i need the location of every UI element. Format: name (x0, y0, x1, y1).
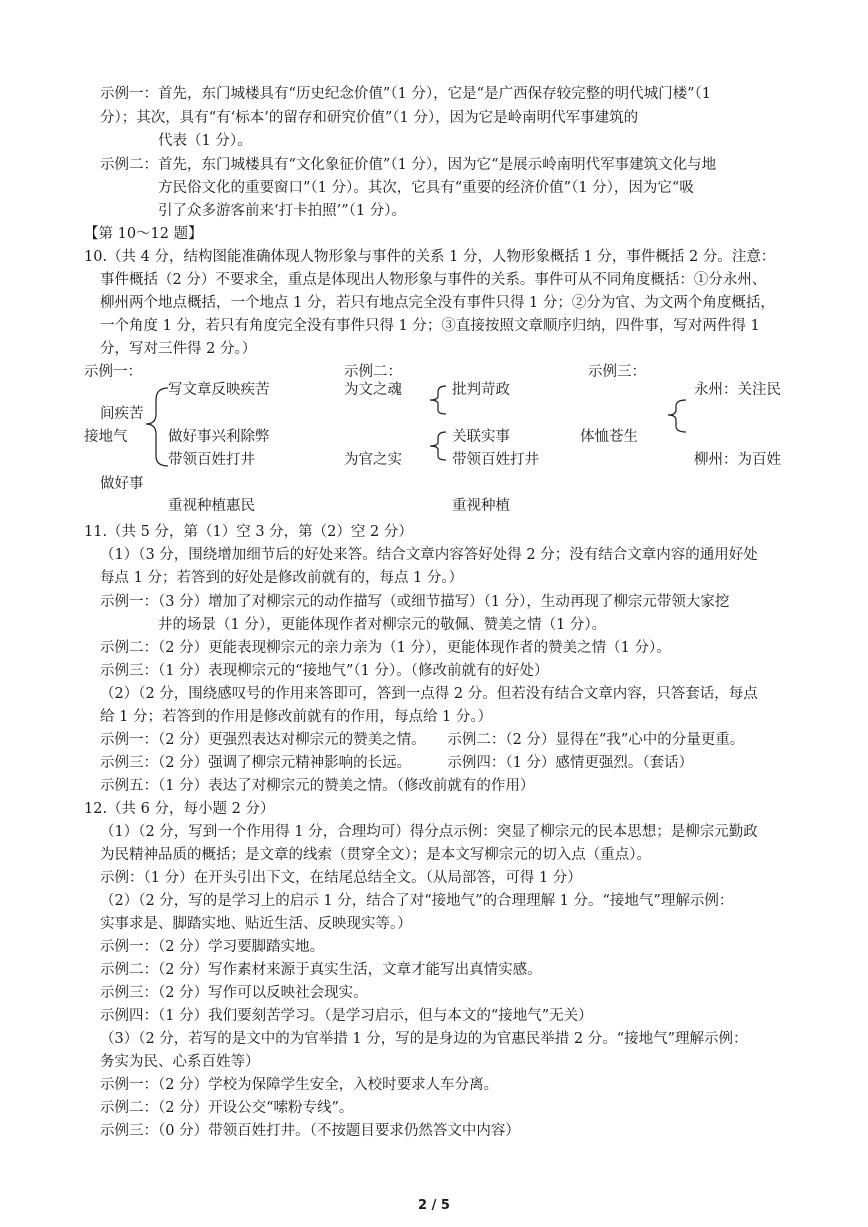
example-2-label: 示例二： (344, 364, 402, 380)
page-number: 2 / 5 (418, 1198, 450, 1213)
ex3-bracket (664, 396, 690, 436)
text-line: 代表（1 分）。 (158, 133, 252, 149)
text-line: 示例一：（2 分）学习要脚踏实地。 (100, 939, 325, 955)
ex3-top: 永州：关注民 (694, 382, 781, 398)
text-line: 示例三：（0 分）带领百姓打井。（不按题目要求仍然答文中内容） (100, 1123, 520, 1139)
text-line: 方民俗文化的重要窗口”（1 分）。其次，它具有“重要的经济价值”（1 分），因为它“吸 (158, 180, 694, 196)
text-line: 示例二：（2 分）写作素材来源于真实生活，文章才能写出真情实感。 (100, 962, 542, 978)
text-line: （1）（3 分，围绕增加细节后的好处来答。结合文章内容答好处得 2 分；没有结合文章内容的通用好处 (100, 547, 758, 563)
ex2-bracket-top (426, 382, 450, 418)
text-line: 示例三：（2 分）写作可以反映社会现实。 (100, 985, 368, 1001)
ex1-bracket (142, 384, 172, 474)
text-line: 事件概括（2 分）不要求全，重点是体现出人物形象与事件的关系。事件可从不同角度概括：①分永州、 (100, 272, 767, 288)
text-line: （2）（2 分，写的是学习上的启示 1 分，结合了对“接地气”的合理理解 1 分。“接地气”理解示例： (100, 893, 734, 909)
text-line: 示例五：（1 分）表达了对柳宗元的赞美之情。（修改前就有的作用） (100, 778, 535, 794)
text-line: 示例一：首先，东门城楼具有“历史纪念价值”（1 分），它是“是广西保存较完整的明代城门楼”（1 (100, 86, 711, 102)
ex1-item-2: 做好事兴利除弊 (168, 429, 270, 445)
ex1-item-4: 重视种植惠民 (168, 498, 255, 514)
text-line: 示例一：（2 分）学校为保障学生安全，入校时要求人车分离。 (100, 1077, 499, 1093)
ex2-bracket-bottom (426, 428, 450, 464)
example-1-label: 示例一： (84, 364, 142, 380)
text-line: 引了众多游客前来‘打卡拍照’”（1 分）。 (158, 203, 406, 219)
ex2-item-3: 带领百姓打井 (452, 452, 539, 468)
text-line: 10.（共 4 分，结构图能准确体现人物形象与事件的关系 1 分，人物形象概括 1 分，事件概括 2 分。注意： (84, 249, 776, 265)
text-line: 示例二：（2 分）更能表现柳宗元的亲力亲为（1 分），更能体现作者的赞美之情（1 分）。 (100, 640, 671, 656)
ex3-bottom: 柳州：为百姓 (694, 452, 781, 468)
ex1-item-3: 带领百姓打井 (168, 452, 255, 468)
text-line: 示例四：（1 分）我们要刻苦学习。（是学习启示，但与本文的“接地气”无关） (100, 1008, 593, 1024)
ex1-item-1: 写文章反映疾苦 (168, 382, 270, 398)
text-line: （2）（2 分，围绕感叹号的作用来答即可，答到一点得 2 分。但若没有结合文章内容，只答套话，每点 (100, 686, 758, 702)
example-3-label: 示例三： (588, 364, 646, 380)
text-line: 示例三：（1 分）表现柳宗元的“接地气”（1 分）。（修改前就有的好处） (100, 663, 549, 679)
text-line: 给 1 分；若答到的作用是修改前就有的作用，每点给 1 分。） (100, 709, 493, 725)
text-line: （3）（2 分，若写的是文中的为官举措 1 分，写的是身边的为官惠民举措 2 分。“接地气”理解示例： (100, 1031, 748, 1047)
text-line: 每点 1 分；若答到的好处是修改前就有的，每点 1 分。） (100, 570, 464, 586)
text-line: 示例三：（2 分）强调了柳宗元精神影响的长远。 示例四：（1 分）感情更强烈。（套话） (100, 755, 694, 771)
text-line: 示例二：（2 分）开设公交“嗦粉专线”。 (100, 1100, 354, 1116)
ex2-item-2: 关联实事 (452, 429, 510, 445)
text-line: 示例一：（2 分）更强烈表达对柳宗元的赞美之情。 示例二：（2 分）显得在“我”心中的分量更重。 (100, 732, 745, 748)
text-line: （1）（2 分，写到一个作用得 1 分，合理均可）得分点示例：突显了柳宗元的民本思想；是柳宗元勤政 (100, 824, 758, 840)
ex1-center-b: 接地气 (84, 429, 128, 445)
text-line: 12.（共 6 分，每小题 2 分） (84, 801, 275, 817)
text-line: 示例：（1 分）在开头引出下文，在结尾总结全文。（从局部答，可得 1 分） (100, 870, 582, 886)
ex2-item-1: 批判苛政 (452, 382, 510, 398)
text-line: 【第 10～12 题】 (84, 226, 203, 242)
ex2-bottom: 为官之实 (344, 452, 402, 468)
text-line: 务实为民、心系百姓等） (100, 1054, 260, 1070)
text-line: 分）；其次，具有“有‘标本’的留存和研究价值”（1 分），因为它是岭南明代军事建筑的 (100, 110, 639, 126)
text-line: 柳州两个地点概括，一个地点 1 分，若只有地点完全没有事件只得 1 分；②分为官、为文两个角度概括， (100, 295, 775, 311)
text-line: 示例一：（3 分）增加了对柳宗元的动作描写（或细节描写）（1 分），生动再现了柳宗元带领大家挖 (100, 594, 730, 610)
ex2-item-4: 重视种植 (452, 498, 510, 514)
ex1-center-a: 间疾苦 (100, 406, 144, 422)
text-line: 分，写对三件得 2 分。） (100, 341, 257, 357)
text-line: 实事求是、脚踏实地、贴近生活、反映现实等。） (100, 916, 412, 932)
ex3-center: 体恤苍生 (580, 429, 638, 445)
text-line: 示例二：首先，东门城楼具有“文化象征价值”（1 分），因为它“是展示岭南明代军事建筑文化与地 (100, 157, 717, 173)
text-line: 一个角度 1 分，若只有角度完全没有事件只得 1 分；③直接按照文章顺序归纳，四件事，写对两件得 1 (100, 318, 760, 334)
text-line: 11.（共 5 分，第（1）空 3 分，第（2）空 2 分） (84, 524, 413, 540)
ex2-top: 为文之魂 (344, 382, 402, 398)
text-line: 为民精神品质的概括；是文章的线索（贯穿全文）；是本文写柳宗元的切入点（重点）。 (100, 847, 651, 863)
ex1-center-c: 做好事 (100, 476, 144, 492)
text-line: 井的场景（1 分），更能体现作者对柳宗元的敬佩、赞美之情（1 分）。 (158, 617, 607, 633)
